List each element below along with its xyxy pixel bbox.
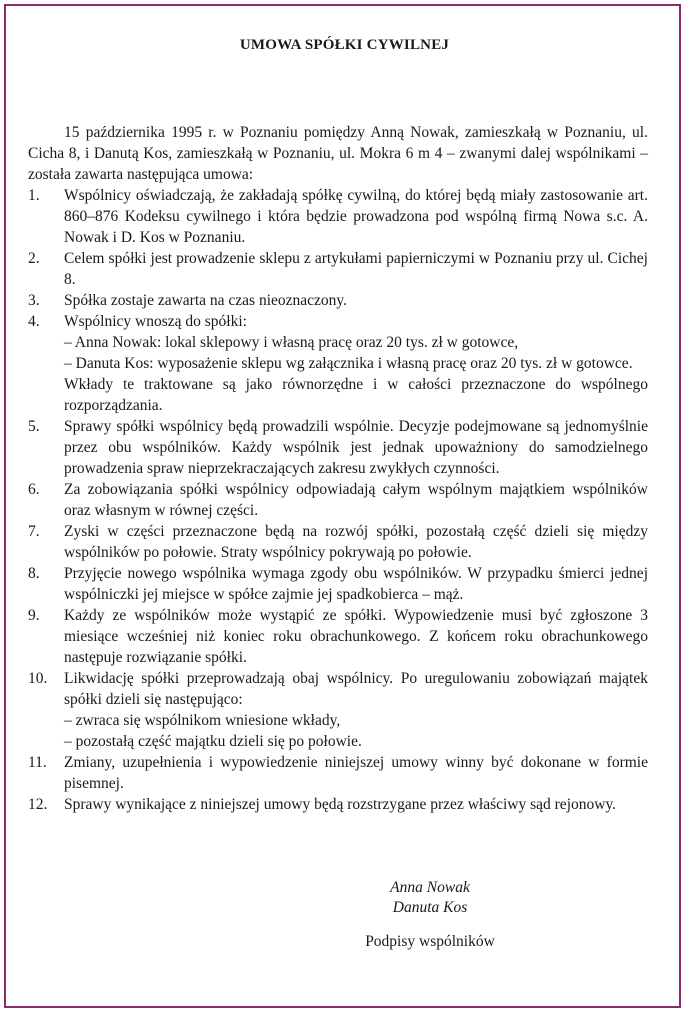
clause-line: Zyski w części przeznaczone będą na rozwój spółki, pozostałą część dzieli się między wspólników po połowie. Straty wspólnicy pokrywają po połowie. [64, 523, 648, 561]
clause-line: Wkłady te traktowane są jako równorzędne i w całości przeznaczone do wspólnego rozporządzania. [64, 376, 648, 414]
clause-number: 2. [28, 250, 40, 267]
clause-line: Przyjęcie nowego wspólnika wymaga zgody obu wspólników. W przypadku śmierci jednej wspólniczki jej miejsce w spółce zajmie jej spadkobierca – mąż. [64, 565, 648, 603]
clause-number: 5. [28, 418, 40, 435]
clause-text [64, 290, 648, 311]
signature-name-2: Danuta Kos [392, 899, 468, 916]
clause-line: Sprawy spółki wspólnicy będą prowadzili wspólnie. Decyzje podejmowane są jednomyślnie przez obu wspólników. Każdy wspólnik jest jednak upoważniony do samodzielnego prowadzenia spraw nieprzekraczających zakresu zwykłych czynności. [64, 418, 648, 477]
clause-text [64, 668, 648, 752]
clause-number: 3. [28, 292, 40, 309]
clause-item [28, 794, 648, 815]
clause-line: – Danuta Kos: wyposażenie sklepu wg załącznika i własną pracę oraz 20 tys. zł w gotowce. [64, 355, 633, 372]
clause-line: Likwidację spółki przeprowadzają obaj wspólnicy. Po uregulowaniu zobowiązań majątek spółki dzieli się następująco: [64, 670, 648, 708]
signature-block [340, 878, 520, 918]
clause-line: Celem spółki jest prowadzenie sklepu z artykułami papierniczymi w Poznaniu przy ul. Cichej 8. [64, 250, 648, 288]
clause-text [64, 794, 648, 815]
clause-line: Wspólnicy wnoszą do spółki: [64, 313, 247, 330]
intro-paragraph: 15 października 1995 r. w Poznaniu pomiędzy Anną Nowak, zamieszkałą w Poznaniu, ul. Cicha 8, i Danutą Kos, zamieszkałą w Poznaniu, ul. Mokra 6 m 4 – zwanymi dalej wspólnikami – została zawarta następująca umowa: [28, 124, 648, 183]
clause-item [28, 416, 648, 479]
clause-line: – pozostałą część majątku dzieli się po połowie. [64, 733, 362, 750]
clause-item [28, 290, 648, 311]
clause-item [28, 752, 648, 794]
clause-text [64, 521, 648, 563]
clause-item [28, 668, 648, 752]
clause-number: 10. [28, 670, 48, 687]
clause-number: 4. [28, 313, 40, 330]
clause-number: 1. [28, 187, 40, 204]
document-body [28, 122, 648, 815]
clause-item [28, 248, 648, 290]
document-title: UMOWA SPÓŁKI CYWILNEJ [239, 37, 450, 53]
clause-number: 6. [28, 481, 40, 498]
clause-line: Spółka zostaje zawarta na czas nieoznaczony. [64, 292, 348, 309]
clause-number: 12. [28, 796, 48, 813]
clause-line: Zmiany, uzupełnienia i wypowiedzenie niniejszej umowy winny być dokonane w formie pisemnej. [64, 754, 648, 792]
clause-list [28, 185, 648, 815]
clause-line: – zwraca się wspólnikom wniesione wkłady, [64, 712, 341, 729]
clause-line: Wspólnicy oświadczają, że zakładają spółkę cywilną, do której będą miały zastosowanie art. 860–876 Kodeksu cywilnego i która będzie prowadzona pod wspólną firmą Nowa s.c. A. Nowak i D. Kos w Poznaniu. [64, 187, 648, 246]
clause-text [64, 248, 648, 290]
clause-text [64, 752, 648, 794]
clause-text [64, 311, 648, 416]
clause-line: Każdy ze wspólników może wystąpić ze spółki. Wypowiedzenie musi być zgłoszone 3 miesiące wcześniej niż koniec roku obrachunkowego. Z końcem roku obrachunkowego następuje rozwiązanie spółki. [64, 607, 648, 666]
clause-number: 9. [28, 607, 40, 624]
clause-item [28, 605, 648, 668]
signature-name-1: Anna Nowak [390, 879, 470, 896]
clause-item [28, 311, 648, 416]
clause-text [64, 563, 648, 605]
clause-text [64, 479, 648, 521]
clause-line: Za zobowiązania spółki wspólnicy odpowiadają całym wspólnym majątkiem wspólników oraz własnym w równej części. [64, 481, 648, 519]
clause-line: – Anna Nowak: lokal sklepowy i własną pracę oraz 20 tys. zł w gotowce, [64, 334, 519, 351]
clause-text [64, 416, 648, 479]
clause-text [64, 185, 648, 248]
clause-line: Sprawy wynikające z niniejszej umowy będą rozstrzygane przez właściwy sąd rejonowy. [64, 796, 617, 813]
clause-item [28, 563, 648, 605]
clause-item [28, 185, 648, 248]
clause-number: 8. [28, 565, 40, 582]
clause-text [64, 605, 648, 668]
clause-item [28, 521, 648, 563]
signature-label: Podpisy wspólników [365, 933, 495, 950]
clause-number: 11. [28, 754, 47, 771]
clause-number: 7. [28, 523, 40, 540]
clause-item [28, 479, 648, 521]
